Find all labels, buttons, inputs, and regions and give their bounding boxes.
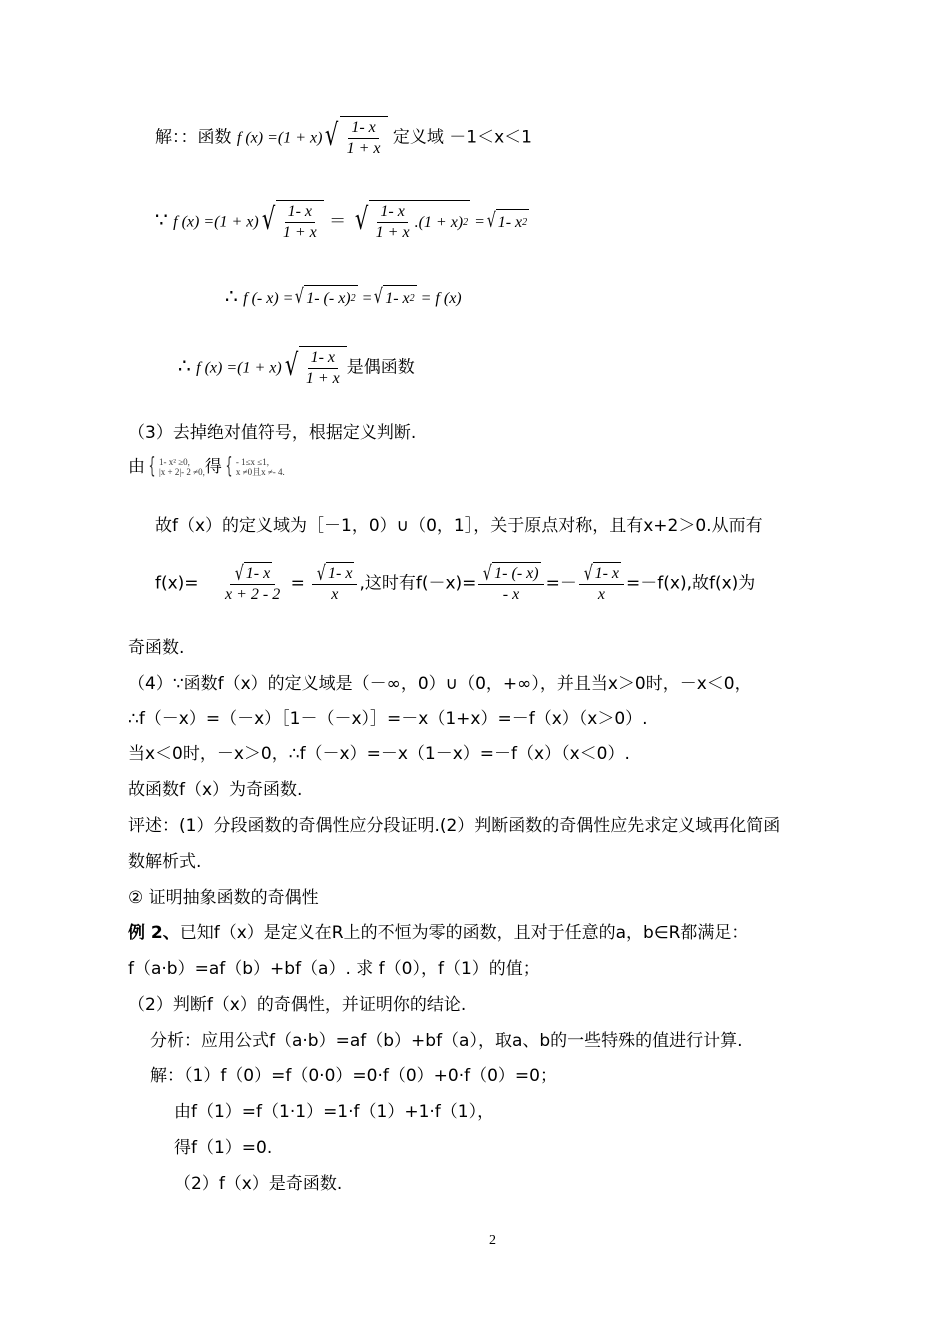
- example-2-line-1: [128, 921, 748, 945]
- fraction-denominator: x: [331, 586, 339, 603]
- f-neg-x: f (- x) =: [243, 290, 294, 307]
- equals-sign: ＝: [329, 211, 347, 232]
- page-number: 2: [489, 1233, 496, 1248]
- sqrt-term: √ 1- (- x) 2: [293, 285, 357, 311]
- sqrt-result: √ 1- x 2: [485, 209, 529, 235]
- brace-icon: {: [225, 454, 233, 479]
- radicand: 1- x: [497, 213, 523, 231]
- equals-sign: =: [290, 573, 311, 594]
- radicand: 1- x: [593, 562, 621, 584]
- get-label: 得: [204, 457, 222, 477]
- text-segment: =－: [545, 573, 577, 594]
- exponent: 2: [463, 216, 469, 228]
- example-label: 例 2、: [128, 923, 180, 943]
- example-2-line-3: （2）判断f（x）的奇偶性，并证明你的结论.: [128, 995, 467, 1015]
- part4-line-4: 故函数f（x）为奇函数.: [128, 780, 303, 800]
- solution-step-3: 得f（1）=0.: [174, 1138, 273, 1158]
- fraction-denominator: x: [597, 586, 605, 603]
- f-x: = f (x): [416, 290, 462, 307]
- sqrt-fraction: √ $\frac{1- x}{1 + x}$: [259, 200, 324, 243]
- fx-expression: f (x) =(1 + x): [173, 213, 259, 231]
- example-2-line-2: f（a·b）=af（b）+bf（a）. 求 f（0），f（1）的值；: [128, 959, 540, 979]
- fraction-numerator: 1- x: [285, 202, 315, 223]
- part4-line-3: 当x＜0时，－x＞0，∴f（－x）=－x（1－x）=－f（x）（x＜0）.: [128, 744, 630, 764]
- part4-line-1: （4）∵函数f（x）的定义域是（－∞，0）∪（0，+∞），并且当x＞0时，－x＜0，: [128, 674, 752, 694]
- fraction-denominator: 1 + x: [305, 370, 340, 387]
- radicand: 1- x: [385, 290, 410, 307]
- exponent: 2: [409, 293, 415, 304]
- result-system: [236, 457, 285, 477]
- solution-line-3: [225, 284, 462, 311]
- section-heading: ② 证明抽象函数的奇偶性: [128, 888, 319, 908]
- solution-line-4: [178, 346, 415, 389]
- system-row: |x + 2|- 2 ≠0,: [159, 467, 205, 477]
- fraction-denominator: 1 + x: [375, 224, 410, 241]
- sqrt-fraction: √ $\frac{1- x}{1 + x}$: [282, 346, 347, 389]
- even-function-label: 是偶函数: [346, 357, 415, 378]
- sqrt-fraction-product: √ $\frac{1- x}{1 + x}$ .(1 + x) 2: [354, 202, 469, 241]
- therefore-symbol: ∴: [178, 353, 191, 378]
- solution-step-2: 由f（1）=f（1·1）=1·f（1）+1·f（1），: [174, 1102, 495, 1122]
- fx-expression: f (x) =(1 + x): [236, 129, 323, 147]
- example-text: 已知f（x）是定义在R上的不恒为零的函数，且对于任意的a，b∈R都满足：: [179, 923, 749, 943]
- exponent: 2: [350, 293, 356, 304]
- analysis-line: 分析：应用公式f（a·b）=af（b）+bf（a），取a、b的一些特殊的值进行计算.: [150, 1031, 743, 1051]
- fraction-denominator: 1 + x: [282, 224, 317, 241]
- solution-line-1: [155, 116, 532, 159]
- fraction-denominator: x + 2 - 2: [224, 586, 281, 603]
- radicand: 1- x: [326, 562, 354, 584]
- solution-step-4: （2）f（x）是奇函数.: [174, 1174, 343, 1194]
- fraction-denominator: 1 + x: [346, 140, 381, 157]
- part4-line-2: ∴f（－x）=（－x）［1－（－x）］=－x（1+x）=－f（x）（x＞0）.: [128, 709, 648, 729]
- part3-title: （3）去掉绝对值符号，根据定义判断.: [128, 423, 417, 443]
- you-label: 由: [128, 457, 145, 477]
- fraction-numerator: 1- x: [308, 348, 338, 369]
- system-row: x ≠0且x ≠- 4.: [235, 467, 285, 477]
- fraction-2: √ 1- x x: [312, 562, 357, 605]
- part3-system-line: [128, 455, 285, 479]
- review-line-1: 评述：(1）分段函数的奇偶性应分段证明.(2）判断函数的奇偶性应先求定义域再化简函: [128, 816, 781, 836]
- therefore-symbol: ∴: [225, 284, 238, 308]
- equals-sign: =: [357, 290, 373, 307]
- text-segment: ,这时有f(－x)=: [359, 573, 477, 594]
- domain-text: 定义域 －1＜x＜1: [392, 127, 533, 148]
- solution-step-1: 解：（1）f（0）=f（0·0）=0·f（0）+0·f（0）=0；: [150, 1066, 557, 1086]
- fraction-4: √ 1- x x: [579, 562, 624, 605]
- equals-sign: =: [470, 213, 485, 231]
- fraction-numerator: 1- x: [348, 118, 378, 139]
- text-segment: =－f(x),故f(x)为: [626, 573, 756, 594]
- exponent: 2: [522, 216, 528, 228]
- fx-label: f(x)=: [155, 573, 199, 594]
- sqrt-term: √ 1- x 2: [372, 285, 416, 311]
- fraction-1: √ 1- x x + 2 - 2: [222, 562, 283, 605]
- fx-expression: f (x) =(1 + x): [196, 359, 282, 377]
- system-row: - 1≤x ≤1,: [235, 457, 270, 467]
- sqrt-fraction: √ $\frac{1- x}{1 + x}$: [322, 116, 387, 159]
- system-row: 1- x² ≥0,: [159, 457, 190, 467]
- radicand: 1- (- x): [306, 290, 351, 307]
- because-symbol: ∵: [155, 207, 168, 232]
- solution-prefix: 解：：函数: [155, 127, 232, 148]
- fraction-numerator: 1- x: [377, 202, 407, 223]
- product-term: .(1 + x): [414, 213, 464, 231]
- review-line-2: 数解析式.: [128, 852, 202, 872]
- inequality-system: [159, 457, 205, 477]
- solution-line-2: [155, 200, 529, 243]
- radicand: 1- x: [244, 562, 272, 584]
- fraction-denominator: - x: [502, 586, 520, 603]
- part3-domain: 故f（x）的定义域为［－1，0）∪（0，1］，关于原点对称，且有x+2＞0.从而有: [155, 516, 763, 536]
- radicand: 1- (- x): [492, 562, 540, 584]
- part3-computation: [155, 562, 755, 605]
- part3-conclusion: 奇函数.: [128, 638, 185, 658]
- fraction-3: √ 1- (- x) - x: [478, 562, 543, 605]
- brace-icon: {: [148, 454, 156, 479]
